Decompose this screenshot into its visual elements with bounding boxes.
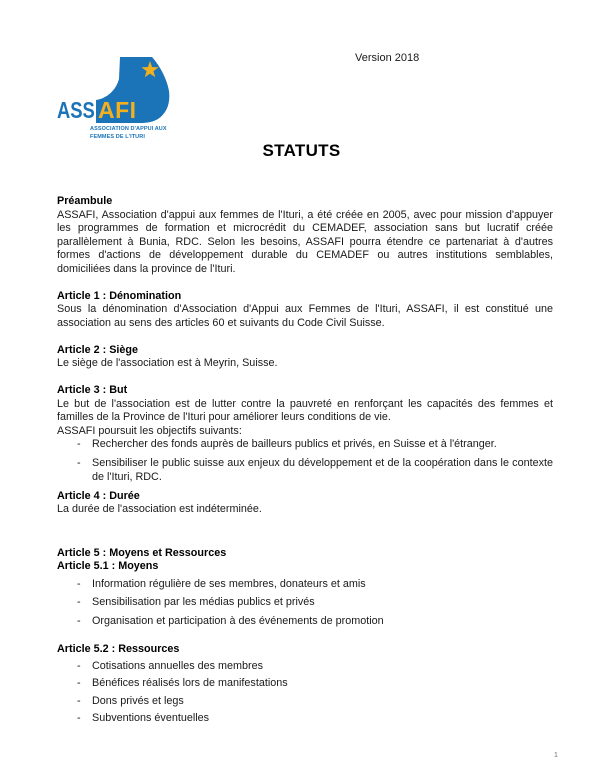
section-article-3 [57,384,553,484]
heading-article-5: Article 5 : Moyens et Ressources [57,546,227,559]
document-body [57,195,553,730]
section-article-5 [57,547,553,629]
bullet-text: Sensibiliser le public suisse aux enjeux du développement et de la coopération dans le contexte de l'Ituri, RDC. [92,457,553,483]
version-label: Version 2018 [355,52,420,64]
list-item [57,712,553,726]
page-title: STATUTS [262,141,341,160]
section-article-2 [57,344,553,371]
assafi-logo [57,56,172,146]
list-item [57,677,553,691]
logo-acronym-afi: AFI [98,97,137,123]
bullet-dash: - [77,577,81,590]
paragraph-article-1: Sous la dénomination d'Association d'Appui aux Femmes de l'Ituri, ASSAFI, il est constitué une association au sens des articles 60 et suivants du Code Civil Suisse. [57,303,553,329]
section-preambule [57,195,553,276]
bullet-dash: - [77,677,81,689]
section-article-4 [57,490,553,517]
article-5-1-bullet-list [57,578,553,629]
logo-tagline-line2: FEMMES DE L'ITURI [90,133,145,140]
page-number: 1 [554,752,558,759]
paragraph-preambule: ASSAFI, Association d'appui aux femmes de l'Ituri, a été créée en 2005, avec pour mission d'appuyer les programmes de formation et microcrédit du CEMADEF, association sans but lucratif créée parallèlement à Bunia, RDC. Selon les besoins, ASSAFI pourra étendre ce partenariat à d'autres formes d'actions de développement durable du CEMADEF ou autres institutions semblables, domiciliées dans la province de l'Ituri. [57,208,553,275]
bullet-dash: - [77,694,81,707]
bullet-dash: - [77,659,81,672]
logo-acronym-ass: ASS [57,97,95,123]
paragraph-article-4: La durée de l'association est indéterminée. [57,503,262,515]
list-item [57,457,553,484]
bullet-text: Cotisations annuelles des membres [92,659,264,672]
list-item [57,578,553,592]
list-item [57,695,553,709]
heading-article-2: Article 2 : Siège [57,343,139,356]
bullet-dash: - [77,596,81,608]
bullet-text: Dons privés et legs [92,694,184,707]
heading-article-4: Article 4 : Durée [57,489,140,502]
bullet-dash: - [77,438,81,450]
bullet-text: Bénéfices réalisés lors de manifestations [92,677,288,689]
heading-article-5-2: Article 5.2 : Ressources [57,643,180,655]
article-3-bullet-list [57,438,553,484]
bullet-dash: - [77,457,81,469]
section-article-1 [57,290,553,331]
bullet-text: Subventions éventuelles [92,712,210,724]
heading-preambule: Préambule [57,195,113,207]
list-item [57,596,553,610]
list-item [57,615,553,629]
bullet-dash: - [77,712,81,724]
logo-tagline-line1: ASSOCIATION D'APPUI AUX [90,126,167,132]
bullet-dash: - [77,614,81,627]
heading-article-3: Article 3 : But [57,384,128,396]
list-item [57,438,553,452]
paragraph-article-2: Le siège de l'association est à Meyrin, Suisse. [57,357,278,369]
paragraph-article-3-objectives: ASSAFI poursuit les objectifs suivants: [57,424,242,437]
heading-article-1: Article 1 : Dénomination [57,289,182,302]
heading-article-5-1: Article 5.1 : Moyens [57,560,159,572]
bullet-text: Organisation et participation à des événements de promotion [92,614,384,627]
bullet-text: Rechercher des fonds auprès de bailleurs publics et privés, en Suisse et à l'étranger. [92,438,497,450]
list-item [57,660,553,674]
paragraph-article-3: Le but de l'association est de lutter contre la pauvreté en renforçant les capacités des femmes et familles de la Province de l'Ituri pour améliorer leurs conditions de vie. [57,397,553,423]
article-5-2-bullet-list [57,660,553,726]
section-article-5-2 [57,643,553,726]
logo-tagline [90,126,167,141]
bullet-text: Information régulière de ses membres, donateurs et amis [92,577,366,590]
bullet-text: Sensibilisation par les médias publics et privés [92,596,315,608]
